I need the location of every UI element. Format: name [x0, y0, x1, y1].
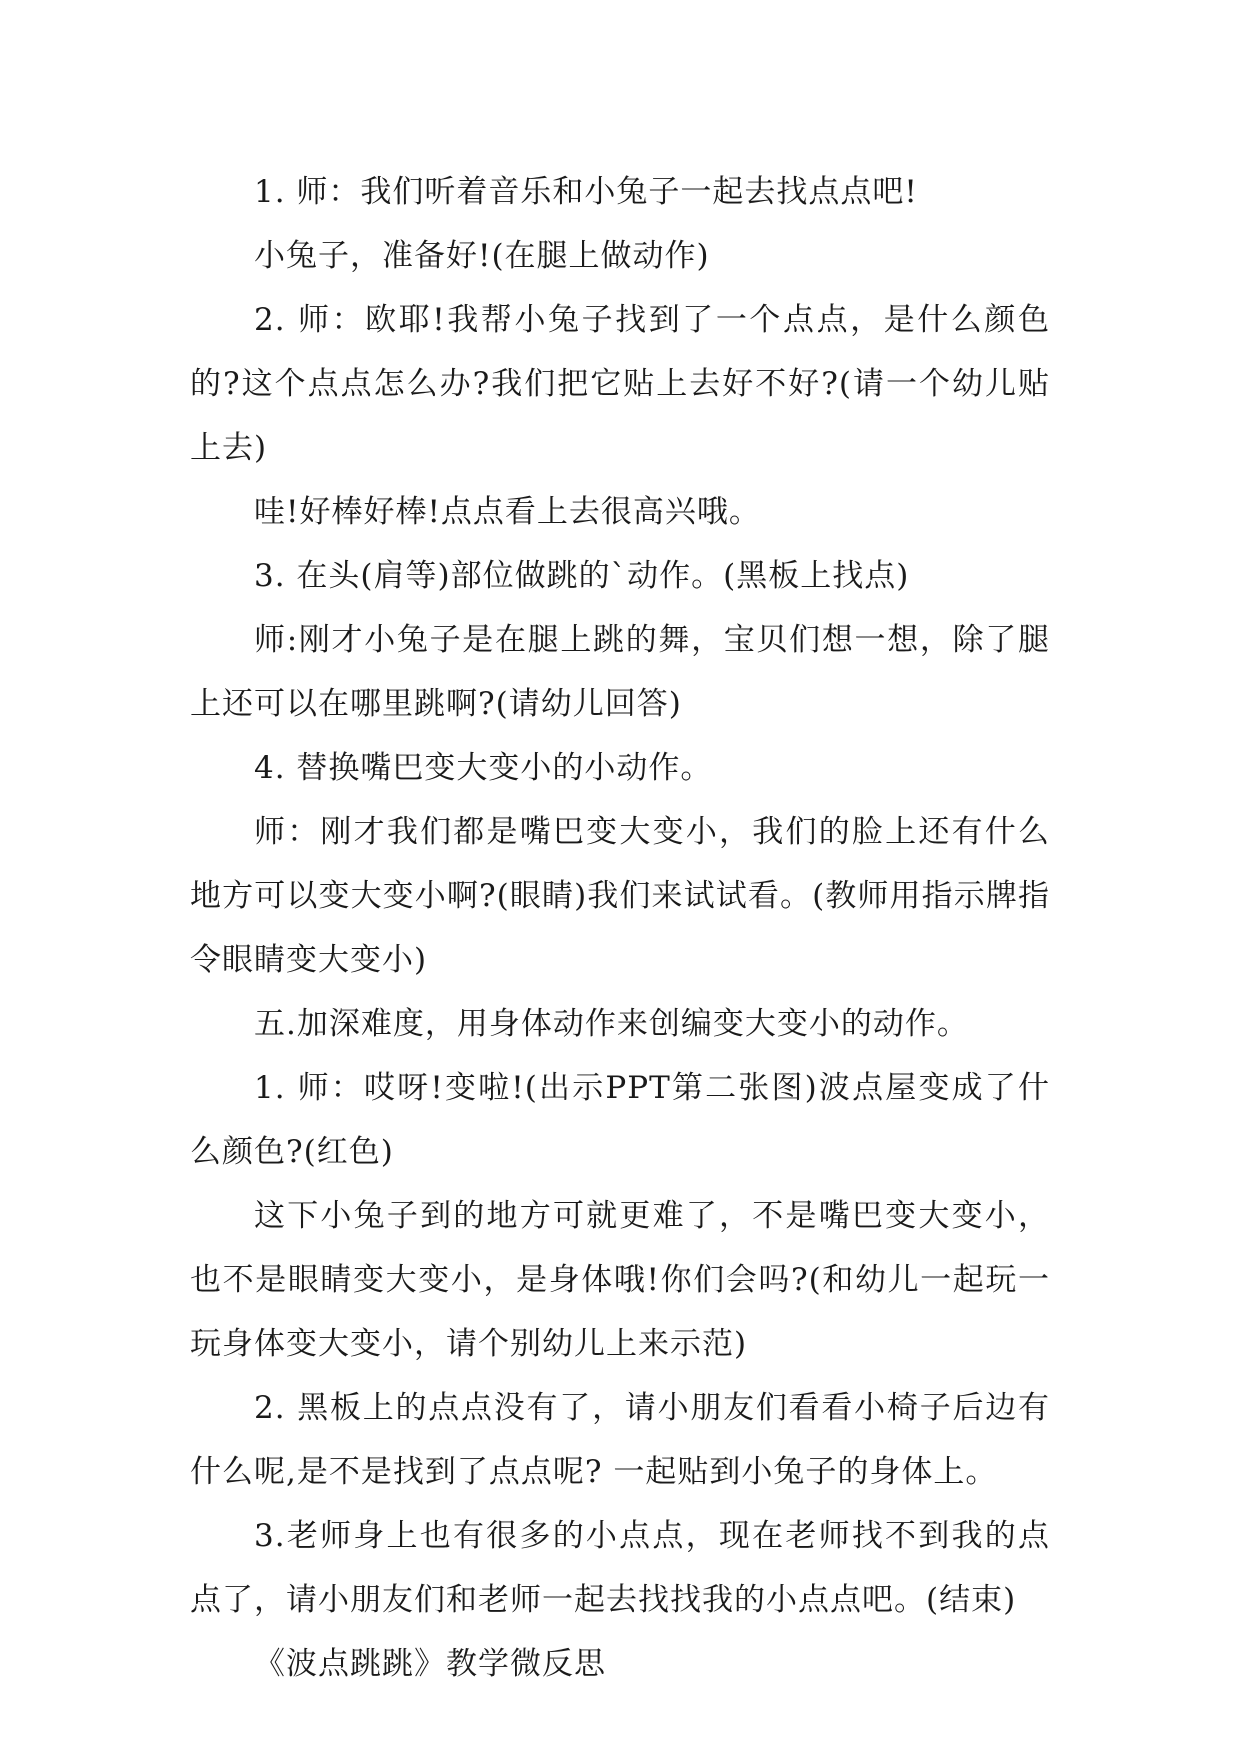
- paragraph-2: 小兔子，准备好!(在腿上做动作): [254, 238, 710, 274]
- paragraph-10: 1. 师：哎呀!变啦!(出示PPT第二张图)波点屋变成了什么颜色?(红色): [190, 1070, 1050, 1170]
- paragraph-11: 这下小兔子到的地方可就更难了，不是嘴巴变大变小，也不是眼睛变大变小，是身体哦!你们会吗?(和幼儿一起玩一玩身体变大变小，请个别幼儿上来示范): [190, 1198, 1050, 1362]
- reflection-title: 《波点跳跳》教学微反思: [254, 1646, 606, 1682]
- document-body: [190, 160, 1050, 1696]
- paragraph-12: 2. 黑板上的点点没有了，请小朋友们看看小椅子后边有什么呢,是不是找到了点点呢? 一起贴到小兔子的身体上。: [190, 1390, 1050, 1490]
- paragraph-3: 2. 师：欧耶!我帮小兔子找到了一个点点，是什么颜色的?这个点点怎么办?我们把它贴上去好不好?(请一个幼儿贴上去): [190, 302, 1050, 466]
- paragraph-6: 师:刚才小兔子是在腿上跳的舞，宝贝们想一想，除了腿上还可以在哪里跳啊?(请幼儿回答): [190, 622, 1050, 722]
- paragraph-8: 师：刚才我们都是嘴巴变大变小，我们的脸上还有什么地方可以变大变小啊?(眼睛)我们来试试看。(教师用指示牌指令眼睛变大变小): [190, 814, 1050, 978]
- paragraph-1: 1. 师：我们听着音乐和小兔子一起去找点点吧!: [254, 174, 918, 210]
- paragraph-5: 3. 在头(肩等)部位做跳的`动作。(黑板上找点): [254, 558, 910, 594]
- paragraph-4: 哇!好棒好棒!点点看上去很高兴哦。: [254, 494, 761, 530]
- paragraph-13: 3.老师身上也有很多的小点点，现在老师找不到我的点点了，请小朋友们和老师一起去找找我的小点点吧。(结束): [190, 1518, 1050, 1618]
- paragraph-7: 4. 替换嘴巴变大变小的小动作。: [254, 750, 713, 786]
- section-heading-5: 五.加深难度，用身体动作来创编变大变小的动作。: [254, 1006, 969, 1042]
